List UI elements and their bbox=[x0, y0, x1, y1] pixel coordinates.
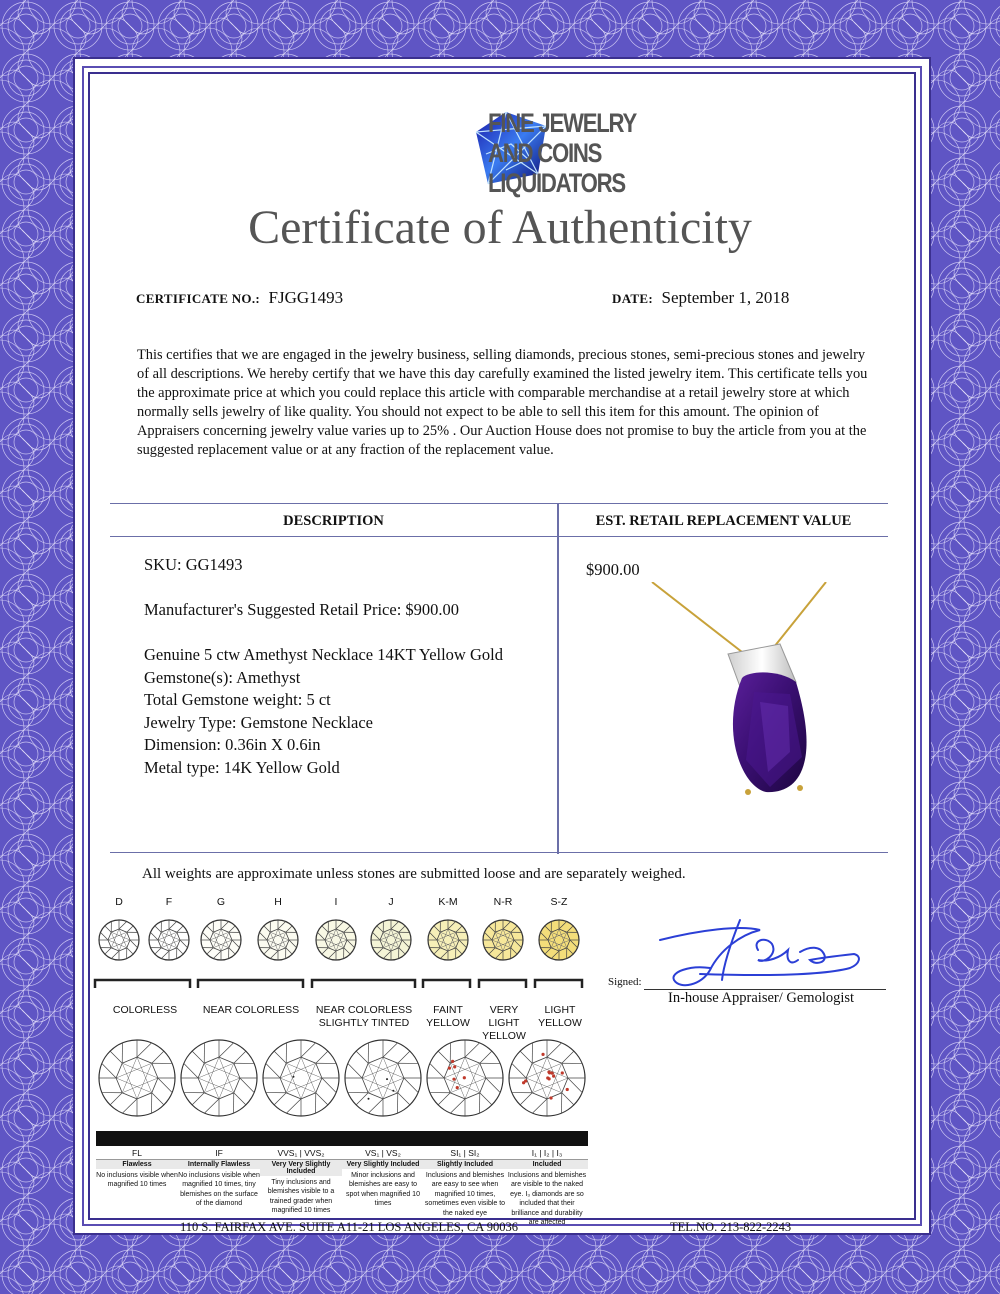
certificate-date-value: September 1, 2018 bbox=[661, 288, 790, 307]
inclusion-mark bbox=[392, 1090, 394, 1092]
clarity-gem-icon bbox=[178, 1034, 260, 1122]
clarity-name: Internally Flawless bbox=[178, 1160, 260, 1169]
value-header: EST. RETAIL REPLACEMENT VALUE bbox=[595, 513, 852, 529]
clarity-description: No inclusions visible when magnified 10 times bbox=[96, 1172, 178, 1189]
clarity-code: VS₁ | VS₂ bbox=[342, 1148, 424, 1160]
color-gem-icon bbox=[314, 918, 358, 962]
inclusion-mark bbox=[448, 1066, 451, 1069]
color-gem-icon bbox=[481, 918, 525, 962]
color-grade-letter: J bbox=[388, 896, 394, 908]
description-line: Genuine 5 ctw Amethyst Necklace 14KT Yellow Gold bbox=[144, 645, 503, 664]
certificate-date bbox=[612, 288, 789, 308]
clarity-column bbox=[260, 1034, 342, 1216]
amethyst-pendant-image bbox=[650, 582, 840, 812]
color-range-brackets bbox=[90, 976, 590, 990]
inclusion-mark bbox=[463, 1076, 466, 1079]
description-line: Jewelry Type: Gemstone Necklace bbox=[144, 712, 373, 732]
item-table bbox=[110, 503, 888, 853]
inclusion-mark bbox=[550, 1072, 553, 1075]
handwritten-signature bbox=[640, 910, 870, 1000]
inclusion-mark bbox=[456, 1086, 459, 1089]
color-grade-letter: G bbox=[216, 896, 226, 908]
certificate-date-label: DATE: bbox=[612, 291, 653, 306]
color-category: COLORLESS bbox=[112, 1004, 178, 1016]
brand-line-1: FINE JEWELRY bbox=[488, 108, 637, 138]
color-gem-icon bbox=[256, 918, 300, 962]
inclusion-mark bbox=[386, 1078, 388, 1080]
weights-note: All weights are approximate unless stones are submitted loose and are separately weighed. bbox=[142, 866, 686, 882]
description-line: Total Gemstone weight: 5 ct bbox=[144, 690, 331, 709]
color-gem-icon bbox=[369, 918, 413, 962]
clarity-column bbox=[342, 1034, 424, 1209]
clarity-description: Inclusions and blemishes are visible to the naked eye. I₃ diamonds are so included that their brilliance and durability are affected bbox=[507, 1172, 587, 1227]
column-divider bbox=[557, 504, 559, 854]
signed-label: Signed: bbox=[608, 976, 642, 988]
sku-line: SKU: GG1493 bbox=[144, 555, 243, 574]
color-gem-icon bbox=[147, 918, 191, 962]
footer-address: 110 S. FAIRFAX AVE. SUITE A11-21 LOS ANGELES, CA 90036 bbox=[180, 1220, 518, 1234]
description-line: Dimension: 0.36in X 0.6in bbox=[144, 735, 321, 754]
color-category: LIGHT YELLOW bbox=[538, 1004, 582, 1029]
color-category: VERY LIGHT YELLOW bbox=[482, 1004, 526, 1042]
clarity-code: SI₁ | SI₂ bbox=[424, 1148, 506, 1160]
clarity-gem-icon bbox=[96, 1034, 178, 1122]
item-description bbox=[144, 554, 554, 779]
clarity-column bbox=[506, 1034, 588, 1227]
clarity-code: FL bbox=[96, 1148, 178, 1160]
clarity-code: IF bbox=[178, 1148, 260, 1160]
color-gem-icon bbox=[426, 918, 470, 962]
clarity-description: No inclusions visible when magnified 10 times, tiny blemishes on the surface of the diamond bbox=[178, 1172, 260, 1208]
inclusion-mark bbox=[547, 1070, 550, 1073]
inclusion-mark bbox=[451, 1060, 454, 1063]
clarity-gem-icon bbox=[424, 1034, 506, 1122]
inclusion-mark bbox=[549, 1096, 552, 1099]
clarity-column bbox=[178, 1034, 260, 1209]
color-grade-scale bbox=[90, 896, 590, 1042]
inclusion-mark bbox=[548, 1077, 551, 1080]
color-grade-letter: H bbox=[274, 896, 282, 908]
inclusion-mark bbox=[452, 1078, 455, 1081]
brand-wordmark bbox=[488, 108, 637, 198]
clarity-column bbox=[424, 1034, 506, 1218]
certification-statement: This certifies that we are engaged in the jewelry business, selling diamonds, precious stones, semi-precious stones and jewelry of all descriptions. We hereby certify that we have this day carefully examined the listed jewelry item. This certificate tells you the approximate price at which you could replace this article with comparable merchandise at a retail jewelry store at which normally sells jewelry of like quality. You should not expect to be able to sell this item for this amount. The opinion of Appraisers concerning jewelry value varies up to 25% . Our Auction House does not promise to buy the article from you at the suggested replacement value or at any fraction of the replacement value. bbox=[137, 347, 868, 458]
color-grade-letter: F bbox=[165, 896, 173, 908]
msrp-line: Manufacturer's Suggested Retail Price: $900.00 bbox=[144, 600, 460, 619]
inclusion-mark bbox=[453, 1065, 456, 1068]
inclusion-mark bbox=[566, 1088, 569, 1091]
inclusion-mark bbox=[552, 1075, 555, 1078]
color-gem-icon bbox=[199, 918, 243, 962]
clarity-code: I₁ | I₂ | I₃ bbox=[506, 1148, 588, 1160]
color-grade-letter: S-Z bbox=[550, 896, 568, 908]
color-category: NEAR COLORLESS bbox=[202, 1004, 300, 1016]
clarity-name: Very Very Slightly Included bbox=[260, 1160, 342, 1176]
brand-line-2: AND COINS bbox=[488, 138, 602, 168]
inclusion-mark bbox=[292, 1076, 294, 1078]
certificate-number-label: CERTIFICATE NO.: bbox=[136, 291, 261, 306]
clarity-name: Very Slightly Included bbox=[342, 1160, 424, 1169]
appraiser-title: In-house Appraiser/ Gemologist bbox=[668, 990, 855, 1006]
clarity-column bbox=[96, 1034, 178, 1190]
replacement-value: $900.00 bbox=[586, 560, 640, 579]
color-category: FAINT YELLOW bbox=[426, 1004, 470, 1029]
clarity-name: Slightly Included bbox=[424, 1160, 506, 1169]
description-header: DESCRIPTION bbox=[283, 513, 384, 529]
clarity-description: Minor inclusions and blemishes are easy to spot when magnified 10 times bbox=[346, 1172, 420, 1208]
brand-line-3: LIQUIDATORS bbox=[488, 168, 625, 198]
color-grade-letter: K-M bbox=[438, 896, 458, 908]
inclusion-mark bbox=[524, 1079, 527, 1082]
inclusion-mark bbox=[561, 1071, 564, 1074]
description-line: Metal type: 14K Yellow Gold bbox=[144, 757, 340, 777]
certificate-title: Certificate of Authenticity bbox=[248, 201, 752, 254]
clarity-description: Tiny inclusions and blemishes visible to a trained grader when magnified 10 times bbox=[267, 1179, 335, 1215]
color-gem-icon bbox=[97, 918, 141, 962]
color-grade-letter: D bbox=[115, 896, 123, 908]
clarity-name: Flawless bbox=[96, 1160, 178, 1169]
inclusion-mark bbox=[368, 1098, 370, 1100]
color-grade-letter: N-R bbox=[493, 896, 513, 908]
clarity-description: Inclusions and blemishes are easy to see when magnified 10 times, sometimes even visible to the naked eye bbox=[424, 1172, 506, 1217]
certificate-number-value: FJGG1493 bbox=[268, 288, 344, 307]
color-gem-icon bbox=[537, 918, 581, 962]
clarity-gem-icon bbox=[260, 1034, 342, 1122]
certificate-number bbox=[136, 288, 343, 308]
description-line: Gemstone(s): Amethyst bbox=[144, 667, 301, 687]
clarity-name: Included bbox=[506, 1160, 588, 1169]
color-grade-letter: I bbox=[334, 896, 338, 908]
table-header-row bbox=[110, 504, 888, 537]
color-category: NEAR COLORLESS SLIGHTLY TINTED bbox=[315, 1004, 413, 1029]
clarity-gem-icon bbox=[506, 1034, 588, 1122]
clarity-gem-icon bbox=[342, 1034, 424, 1122]
footer-telephone: TEL.NO. 213-822-2243 bbox=[670, 1220, 792, 1234]
clarity-code: VVS₁ | VVS₂ bbox=[260, 1148, 342, 1160]
inclusion-mark bbox=[541, 1053, 544, 1056]
